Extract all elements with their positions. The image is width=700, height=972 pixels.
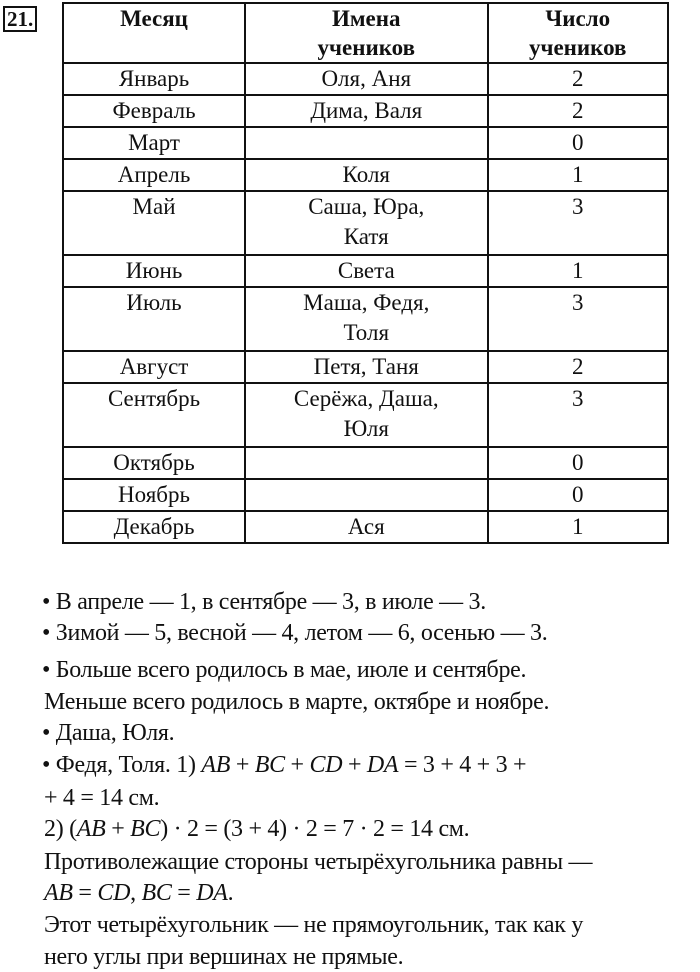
cell-names-text: Света <box>337 258 395 283</box>
math-variable: AB <box>44 880 73 906</box>
cell-count-text: 1 <box>572 514 584 539</box>
answer-line <box>44 910 583 940</box>
table-row <box>63 127 668 159</box>
answer-line <box>44 687 549 717</box>
cell-names <box>245 159 487 191</box>
text-segment: Противолежащие стороны четырёхугольника равны — <box>44 849 593 875</box>
cell-count-text: 2 <box>572 354 584 379</box>
cell-count <box>488 191 669 255</box>
cell-count <box>488 127 669 159</box>
cell-names <box>245 127 487 159</box>
math-variable: BC <box>254 752 285 778</box>
text-segment: Этот четырёхугольник — не прямоугольник, так как у <box>44 912 584 938</box>
cell-names-text: Дима, Валя <box>310 98 423 123</box>
table-row <box>63 63 668 95</box>
cell-count <box>488 159 669 191</box>
answer-line <box>44 783 159 813</box>
table-row <box>63 383 668 447</box>
cell-names-text: Петя, Таня <box>313 354 419 379</box>
table-header-row <box>63 3 668 63</box>
cell-month <box>63 255 245 287</box>
cell-count-text: 1 <box>572 258 584 283</box>
cell-count <box>488 63 669 95</box>
answer-line <box>42 750 526 780</box>
cell-count-text: 3 <box>572 194 584 219</box>
cell-names <box>245 511 487 543</box>
cell-month-text: Август <box>119 354 189 379</box>
cell-count <box>488 479 669 511</box>
cell-names <box>245 287 487 351</box>
cell-month-text: Июнь <box>125 258 183 283</box>
cell-month-text: Март <box>128 130 180 155</box>
math-variable: AB <box>76 816 106 842</box>
cell-names-text: Маша, Федя, Толя <box>303 290 430 345</box>
text-segment: • Федя, Толя. 1) <box>42 752 202 778</box>
table-row <box>63 447 668 479</box>
birthdays-table <box>62 2 669 544</box>
cell-count-text: 0 <box>572 130 584 155</box>
task-number: 21. <box>3 6 37 32</box>
cell-names <box>245 63 487 95</box>
cell-count <box>488 287 669 351</box>
cell-count-text: 3 <box>572 290 584 315</box>
text-segment: • Даша, Юля. <box>42 720 175 746</box>
cell-names-text: Коля <box>342 162 390 187</box>
cell-month <box>63 479 245 511</box>
cell-count <box>488 95 669 127</box>
cell-names <box>245 255 487 287</box>
cell-month <box>63 63 245 95</box>
answer-line <box>42 587 486 617</box>
cell-month <box>63 351 245 383</box>
cell-names <box>245 383 487 447</box>
text-segment: + <box>284 752 310 778</box>
cell-month-text: Октябрь <box>113 450 195 475</box>
cell-month-text: Ноябрь <box>118 482 190 507</box>
cell-names <box>245 191 487 255</box>
cell-count <box>488 351 669 383</box>
cell-names <box>245 479 487 511</box>
cell-month-text: Февраль <box>112 98 196 123</box>
cell-month-text: Сентябрь <box>107 386 201 411</box>
text-segment: , <box>130 880 142 906</box>
cell-count <box>488 447 669 479</box>
header-month: Месяц <box>63 3 245 63</box>
table-row <box>63 159 668 191</box>
answer-line <box>42 718 174 748</box>
cell-names <box>245 95 487 127</box>
cell-month <box>63 95 245 127</box>
text-segment: Меньше всего родилось в марте, октябре и ноябре. <box>44 689 550 715</box>
math-variable: BC <box>141 880 172 906</box>
table-row <box>63 255 668 287</box>
math-variable: CD <box>97 880 131 906</box>
cell-month <box>63 159 245 191</box>
cell-names-text: Ася <box>347 514 385 539</box>
text-segment: = <box>171 880 197 906</box>
cell-month-text: Январь <box>118 66 190 91</box>
text-segment: • Больше всего родилось в мае, июле и сентябре. <box>42 657 527 683</box>
answer-line <box>44 847 592 877</box>
cell-month <box>63 447 245 479</box>
text-segment: + <box>342 752 367 778</box>
table-row <box>63 511 668 543</box>
cell-names-text: Оля, Аня <box>321 66 412 91</box>
cell-count <box>488 511 669 543</box>
text-segment: него углы при вершинах не прямые. <box>44 944 404 970</box>
cell-month-text: Декабрь <box>113 514 195 539</box>
cell-month <box>63 191 245 255</box>
cell-names <box>245 447 487 479</box>
cell-month-text: Май <box>132 194 176 219</box>
text-segment: ) · 2 = (3 + 4) · 2 = 7 · 2 = 14 см. <box>160 816 470 842</box>
cell-names-text: Серёжа, Даша, Юля <box>293 386 439 441</box>
table-row <box>63 479 668 511</box>
answer-line <box>44 814 469 844</box>
text-segment: • В апреле — 1, в сентябре — 3, в июле — 3. <box>42 589 486 615</box>
cell-count-text: 2 <box>572 98 584 123</box>
header-count <box>488 3 669 63</box>
cell-month <box>63 383 245 447</box>
cell-count-text: 0 <box>572 482 584 507</box>
header-count-label: Число учеников <box>529 6 627 60</box>
math-variable: BC <box>130 816 161 842</box>
cell-count <box>488 255 669 287</box>
cell-month <box>63 127 245 159</box>
text-segment: = <box>72 880 98 906</box>
cell-names-text: Саша, Юра, Катя <box>308 194 425 249</box>
text-segment: 2) ( <box>44 816 77 842</box>
header-names-label: Имена учеников <box>317 6 415 60</box>
cell-count-text: 0 <box>572 450 584 475</box>
cell-names <box>245 351 487 383</box>
cell-count-text: 3 <box>572 386 584 411</box>
cell-month <box>63 287 245 351</box>
math-variable: DA <box>196 880 228 906</box>
table-row <box>63 191 668 255</box>
math-variable: DA <box>366 752 399 778</box>
cell-count-text: 2 <box>572 66 584 91</box>
answer-line <box>42 618 547 648</box>
text-segment: = 3 + 4 + 3 + <box>398 752 527 778</box>
cell-count <box>488 383 669 447</box>
table-row <box>63 351 668 383</box>
answer-line <box>42 655 526 685</box>
header-names <box>245 3 487 63</box>
text-segment: + 4 = 14 см. <box>44 785 160 811</box>
table-row <box>63 287 668 351</box>
answer-line <box>44 878 233 908</box>
text-segment: + <box>230 752 255 778</box>
cell-month <box>63 511 245 543</box>
cell-month-text: Апрель <box>117 162 191 187</box>
math-variable: AB <box>201 752 231 778</box>
math-variable: CD <box>309 752 343 778</box>
text-segment: + <box>105 816 131 842</box>
cell-count-text: 1 <box>572 162 584 187</box>
table-row <box>63 95 668 127</box>
answer-line <box>44 942 403 972</box>
text-segment: . <box>227 880 234 906</box>
text-segment: • Зимой — 5, весной — 4, летом — 6, осенью — 3. <box>42 620 548 646</box>
cell-month-text: Июль <box>126 290 182 315</box>
